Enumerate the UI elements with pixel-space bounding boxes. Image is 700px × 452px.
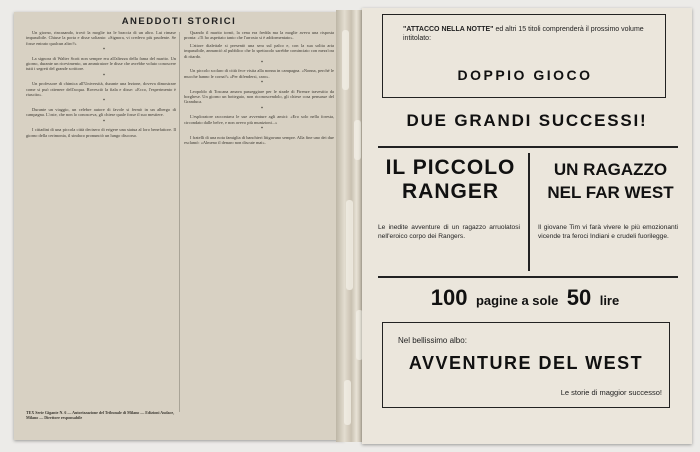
- title-b-line2: NEL FAR WEST: [547, 183, 674, 202]
- anecdote-separator: *: [260, 81, 264, 87]
- price-unit: lire: [599, 293, 620, 308]
- price-line: [362, 285, 692, 311]
- anecdote-paragraph: L'attore dialettale si presentò una sera sul palco e, con la sua solita aria impassibile, annunciò al pubblico che lo spettacolo sarebbe cominciato con mezz'ora di ritardo.: [184, 42, 334, 59]
- anecdote-separator: *: [260, 127, 264, 133]
- anecdote-paragraph: L'esploratore raccontava le sue avventure agli amici: «Ero solo nella foresta, circondato dalle belve, e non avevo più munizioni...»: [184, 114, 334, 125]
- next-volume-text: [403, 25, 653, 43]
- promo-text: ed altri 15 titoli comprenderà il prossimo volume intitolato:: [403, 26, 644, 42]
- anecdote-separator: *: [260, 106, 264, 112]
- anecdote-paragraph: Durante un viaggio, un celebre autore di favole si fermò in un albergo di campagna. L'oste, che non lo conosceva, gli chiese quale fosse il suo mestiere.: [26, 106, 176, 118]
- desc-piccolo-ranger: Le inedite avventure di un ragazzo arruolatosi nell'eroico corpo dei Rangers.: [378, 224, 520, 240]
- magazine-spread: [14, 8, 692, 444]
- next-volume-title: DOPPIO GIOCO: [457, 67, 593, 83]
- desc-ragazzo-far-west: Il giovane Tim vi farà vivere le più emozionanti vicende tra feroci Indiani e crudeli fuorilegge.: [538, 224, 678, 240]
- publisher-imprint: TEX Serie Gigante N. 6 — Autorizzazione del Tribunale di Milano — Edizioni Audace, Milano — Direttore responsabile: [26, 410, 175, 420]
- left-page-title: ANEDDOTI STORICI: [121, 16, 237, 27]
- title-a-line1: IL PICCOLO: [385, 156, 516, 179]
- anecdote-separator: *: [102, 119, 106, 125]
- anecdote-paragraph: Un professore di chimica all'Università, durante una lezione, doveva dimostrare come si può ottenere dell'acqua. Rovesciò la fiala e disse: «Ecco, l'esperimento è riuscito».: [26, 81, 176, 98]
- anecdote-paragraph: Quando il marito tornò, la cena era fredda ma la moglie aveva una risposta pronta: «Ti ho aspettato tanto che l'arrosto si è addormentato».: [184, 30, 334, 41]
- anecdotes-column-2: [184, 30, 334, 410]
- anecdote-paragraph: Un giorno, rincasando, trovò la moglie tra le braccia di un altro. Lui rimase impassibile. Chiuse la porta e disse soltanto: «Signora, vi credevo più prudente. Se fosse entrato qualcun altro?»: [26, 30, 176, 46]
- price-amount: 50: [566, 285, 592, 310]
- album-title: AVVENTURE DEL WEST: [408, 353, 644, 373]
- anecdotes-column-1: [26, 30, 176, 410]
- right-page: [362, 8, 692, 444]
- title-b-line1: UN RAGAZZO: [553, 160, 668, 179]
- price-pages: 100: [430, 285, 468, 310]
- anecdote-separator: *: [260, 61, 264, 67]
- left-page: [14, 12, 344, 440]
- headline: DUE GRANDI SUCCESSI!: [406, 111, 648, 130]
- anecdote-separator: *: [102, 48, 106, 54]
- anecdote-paragraph: La signora di Walter Scott non sempre era all'altezza della fama del marito. Un giorno, durante un ricevimento, un ammiratore le disse che avrebbe voluto conoscere tutti i segreti del grande scrittore.: [26, 55, 176, 72]
- column-divider: [179, 32, 180, 412]
- anecdote-paragraph: I cittadini di una piccola città decisero di erigere una statua al loro benefattore. Il giorno della cerimonia, il sindaco pronunciò un lungo discorso.: [26, 127, 176, 138]
- anecdote-paragraph: Un piccolo scolaro di città fece visita alla nonna in campagna. «Nonna, perché le mucche hanno le corna?» «Per difendersi, caro».: [184, 68, 334, 79]
- titles-divider: [528, 153, 530, 271]
- headline-rule: [378, 146, 678, 148]
- title-a-line2: RANGER: [401, 180, 499, 203]
- title-ragazzo-far-west: [538, 158, 683, 204]
- anecdote-separator: *: [102, 73, 106, 79]
- album-intro: Nel bellissimo albo:: [398, 336, 467, 345]
- promo-quote: "ATTACCO NELLA NOTTE": [403, 26, 494, 33]
- price-mid: pagine a sole: [475, 293, 559, 308]
- anecdote-separator: *: [102, 99, 106, 105]
- anecdote-paragraph: I fratelli di una nota famiglia di banchieri litigavano sempre. Alla fine uno dei due esclamò: «Almeno il denaro non discute mai».: [184, 134, 334, 145]
- album-tagline: Le storie di maggior successo!: [560, 388, 662, 397]
- title-piccolo-ranger: [378, 156, 523, 204]
- next-volume-box: [382, 14, 666, 98]
- price-rule: [378, 276, 678, 278]
- anecdote-paragraph: Leopoldo di Toscana amava passeggiare per le strade di Firenze travestito da borghese. Un giorno un bottegaio, non riconoscendolo, gli chiese cosa pensasse del Granduca.: [184, 88, 334, 105]
